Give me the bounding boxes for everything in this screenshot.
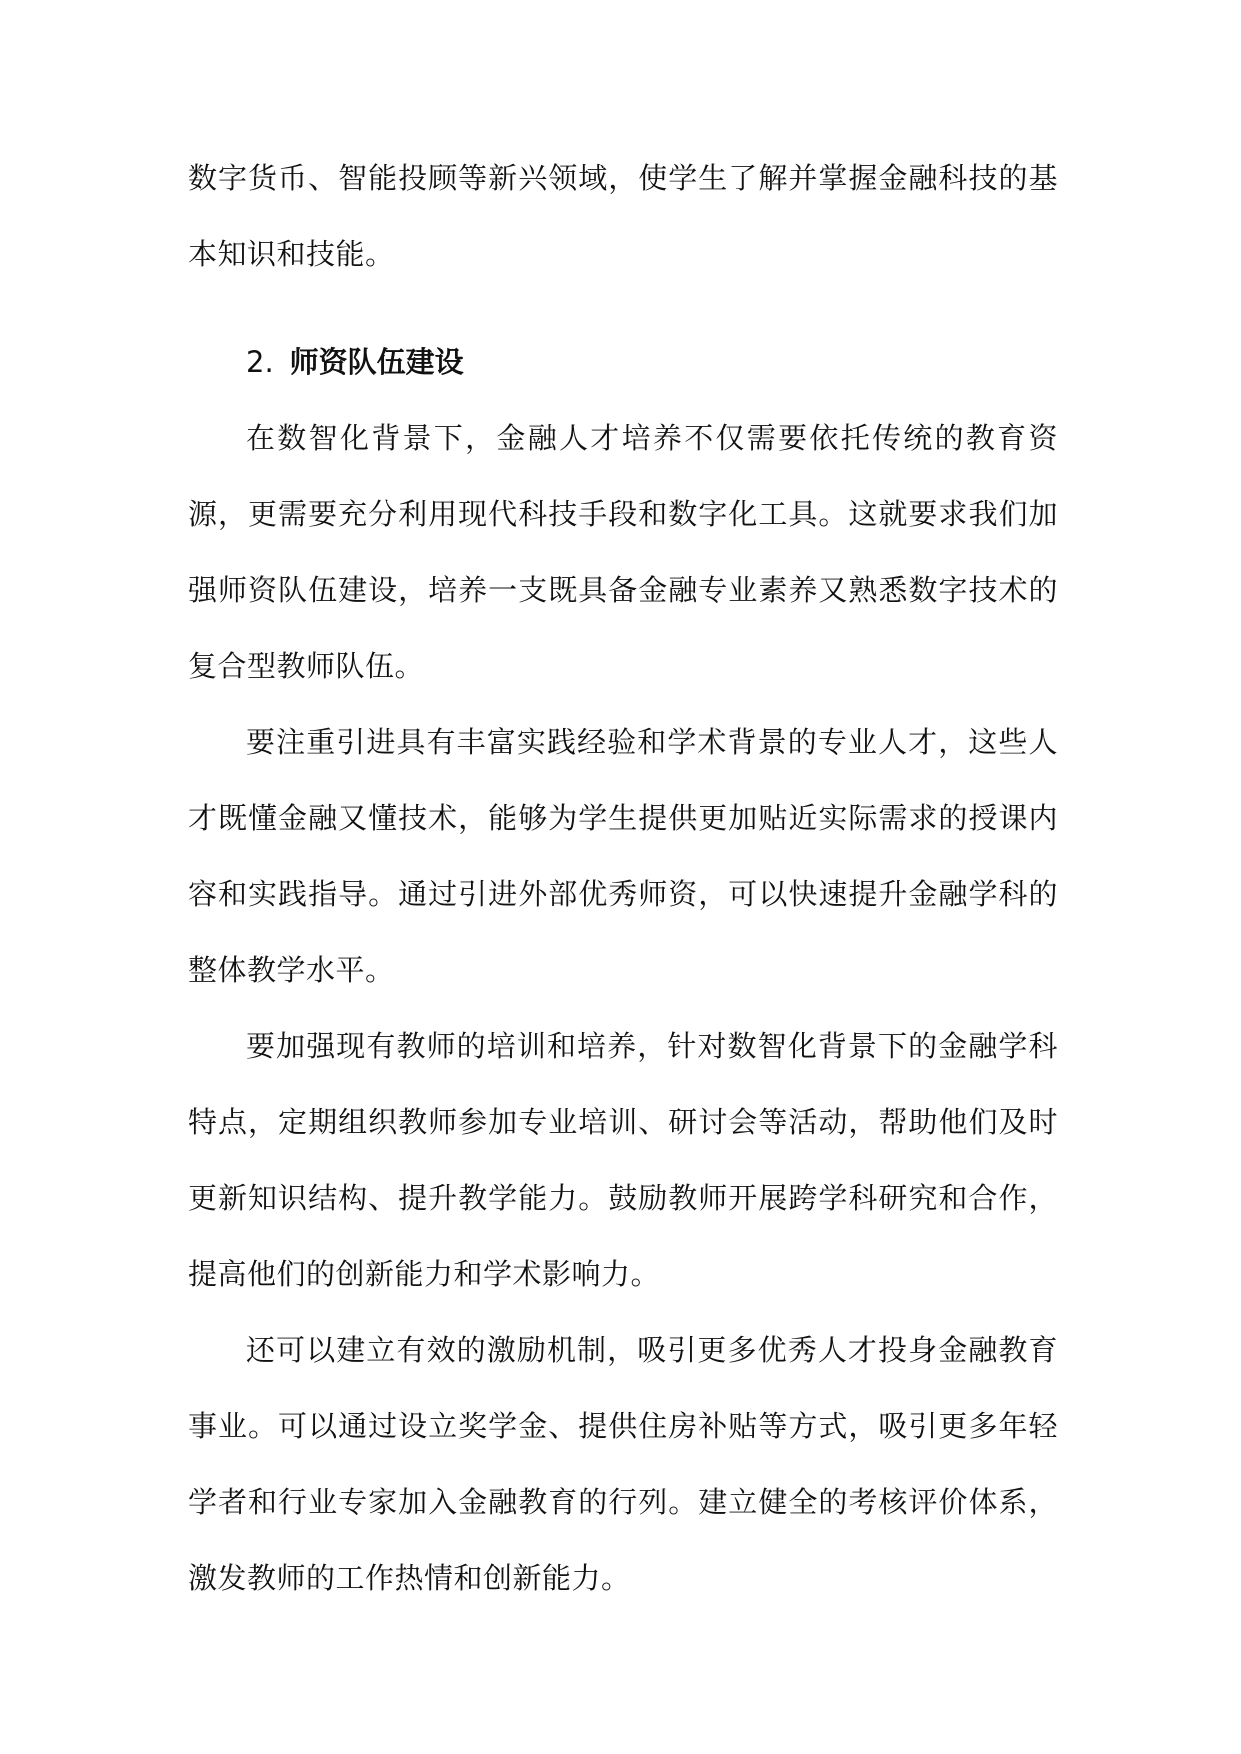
section-heading <box>188 324 1058 400</box>
intro-paragraph: 数字货币、智能投顾等新兴领域，使学生了解并掌握金融科技的基本知识和技能。 <box>188 161 1058 271</box>
body-paragraph: 要注重引进具有丰富实践经验和学术背景的专业人才，这些人才既懂金融又懂技术，能够为学生提供更加贴近实际需求的授课内容和实践指导。通过引进外部优秀师资，可以快速提升金融学科的整体教学水平。 <box>188 725 1058 987</box>
body-paragraph: 还可以建立有效的激励机制，吸引更多优秀人才投身金融教育事业。可以通过设立奖学金、提供住房补贴等方式，吸引更多年轻学者和行业专家加入金融教育的行列。建立健全的考核评价体系，激发教师的工作热情和创新能力。 <box>188 1333 1058 1595</box>
document-body <box>188 140 1058 1616</box>
section-title: 师资队伍建设 <box>289 345 464 379</box>
body-paragraph: 要加强现有教师的培训和培养，针对数智化背景下的金融学科特点，定期组织教师参加专业培训、研讨会等活动，帮助他们及时更新知识结构、提升教学能力。鼓励教师开展跨学科研究和合作，提高他们的创新能力和学术影响力。 <box>188 1029 1058 1291</box>
section-number: 2. <box>246 345 274 379</box>
body-paragraph: 在数智化背景下，金融人才培养不仅需要依托传统的教育资源，更需要充分利用现代科技手段和数字化工具。这就要求我们加强师资队伍建设，培养一支既具备金融专业素养又熟悉数字技术的复合型教师队伍。 <box>188 421 1058 683</box>
